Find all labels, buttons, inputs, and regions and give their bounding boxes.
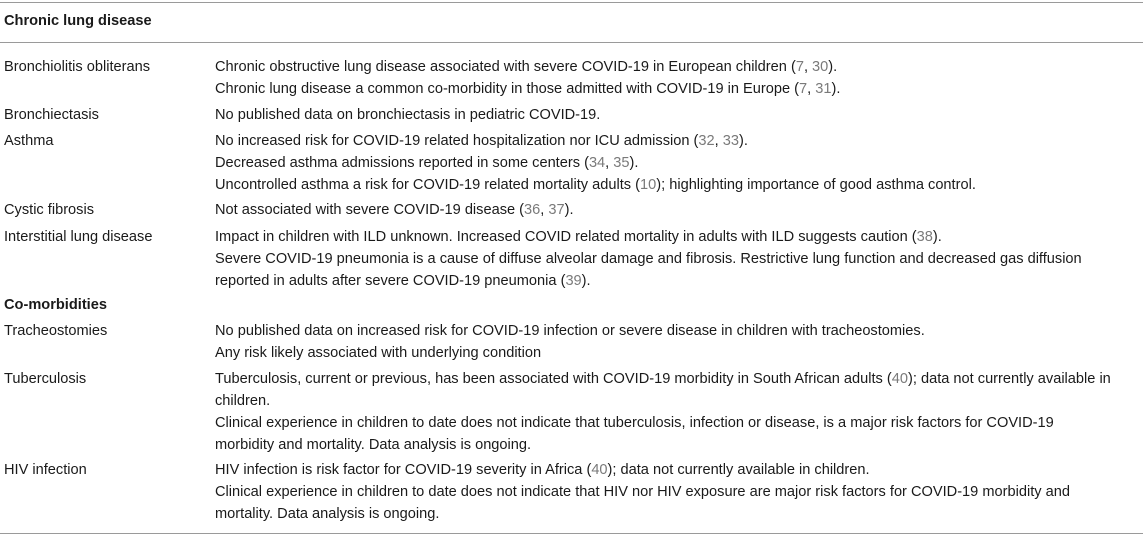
condition-cell: Cystic fibrosis [4, 202, 95, 218]
reference-link[interactable]: 40 [591, 462, 608, 478]
description-text: No published data on increased risk for COVID-19 infection or severe disease in children with tracheostomies. [215, 323, 925, 339]
description-line [215, 434, 1140, 456]
description-line [215, 412, 1140, 434]
description-text: Decreased asthma admissions reported in some centers ( [215, 155, 589, 171]
condition-cell: HIV infection [4, 462, 87, 478]
description-cell [215, 226, 1140, 292]
description-text: Clinical experience in children to date does not indicate that tuberculosis, infection or disease, is a major risk factors for COVID-19 [215, 415, 1054, 431]
description-text: , [803, 59, 813, 75]
description-cell [215, 459, 1140, 525]
condition-cell: Bronchiolitis obliterans [4, 59, 151, 75]
description-text: children. [215, 393, 271, 409]
reference-link[interactable]: 40 [891, 371, 908, 387]
description-text: ). [932, 229, 942, 245]
condition-cell: Tracheostomies [4, 323, 108, 339]
description-cell [215, 320, 1140, 364]
reference-link[interactable]: 30 [812, 59, 829, 75]
description-text: ); highlighting importance of good asthma control. [656, 177, 976, 193]
section-title-chronic-lung-disease: Chronic lung disease [4, 13, 152, 29]
section-title-co-morbidities: Co-morbidities [4, 297, 107, 313]
description-text: , [807, 81, 816, 97]
description-text: ). [739, 133, 748, 149]
table-header-rule [0, 42, 1143, 43]
description-text: ). [828, 59, 838, 75]
description-line [215, 56, 1140, 78]
reference-link[interactable]: 33 [722, 133, 739, 149]
reference-link[interactable]: 10 [640, 177, 657, 193]
description-line [215, 390, 1140, 412]
description-text: , [540, 202, 549, 218]
reference-link[interactable]: 7 [795, 59, 804, 75]
description-text: Any risk likely associated with underlying condition [215, 345, 542, 361]
condition-cell: Bronchiectasis [4, 107, 99, 123]
reference-link[interactable]: 34 [588, 155, 606, 171]
description-text: Tuberculosis, current or previous, has been associated with COVID-19 morbidity in South African adults ( [215, 371, 892, 387]
description-line [215, 174, 1140, 196]
table-bottom-rule [0, 533, 1143, 534]
description-text: , [714, 133, 723, 149]
description-text: ); data not currently available in children. [607, 462, 870, 478]
description-cell [215, 130, 1140, 196]
description-line [215, 481, 1140, 503]
description-cell [215, 368, 1140, 456]
description-line [215, 152, 1140, 174]
description-text: Chronic lung disease a common co-morbidity in those admitted with COVID-19 in Europe ( [215, 81, 800, 97]
description-text: ). [629, 155, 639, 171]
description-text: reported in adults after severe COVID-19 pneumonia ( [215, 273, 566, 289]
reference-link[interactable]: 38 [916, 229, 933, 245]
table-top-rule [0, 2, 1143, 3]
description-line [215, 503, 1140, 525]
reference-link[interactable]: 36 [524, 202, 541, 218]
description-line [215, 270, 1140, 292]
description-text: ). [831, 81, 841, 97]
description-text: Impact in children with ILD unknown. Increased COVID related mortality in adults with ILD suggests caution ( [215, 229, 917, 245]
reference-link[interactable]: 32 [698, 133, 715, 149]
condition-cell: Interstitial lung disease [4, 229, 153, 245]
description-text: Chronic obstructive lung disease associated with severe COVID-19 in European children ( [215, 59, 796, 75]
description-text: No published data on bronchiectasis in pediatric COVID-19. [215, 107, 601, 123]
description-text: No increased risk for COVID-19 related hospitalization nor ICU admission ( [215, 133, 699, 149]
description-line [215, 342, 1140, 364]
description-line [215, 199, 1140, 221]
description-text: Severe COVID-19 pneumonia is a cause of diffuse alveolar damage and fibrosis. Restrictive lung function and decreased gas diffusion [215, 251, 1082, 267]
description-text: ). [564, 202, 574, 218]
reference-link[interactable]: 37 [548, 202, 565, 218]
reference-link[interactable]: 31 [815, 81, 832, 97]
reference-link[interactable]: 35 [613, 155, 630, 171]
description-line [215, 248, 1140, 270]
description-cell [215, 56, 1140, 100]
description-line [215, 78, 1140, 100]
description-text: ); data not currently available in [908, 371, 1111, 387]
description-line [215, 130, 1140, 152]
description-text: Uncontrolled asthma a risk for COVID-19 related mortality adults ( [215, 177, 641, 193]
description-text: HIV infection is risk factor for COVID-19 severity in Africa ( [215, 462, 592, 478]
description-text: , [605, 155, 614, 171]
description-text: ). [581, 273, 591, 289]
description-line [215, 320, 1140, 342]
description-line [215, 459, 1140, 481]
description-line [215, 104, 1140, 126]
description-text: morbidity and mortality. Data analysis is ongoing. [215, 437, 532, 453]
description-text: mortality. Data analysis is ongoing. [215, 506, 440, 522]
condition-cell: Asthma [4, 133, 54, 149]
description-line [215, 226, 1140, 248]
description-text: Not associated with severe COVID-19 disease ( [215, 202, 525, 218]
description-cell [215, 199, 1140, 221]
condition-cell: Tuberculosis [4, 371, 87, 387]
description-text: Clinical experience in children to date does not indicate that HIV nor HIV exposure are major risk factors for COVID-19 morbidity and [215, 484, 1070, 500]
reference-link[interactable]: 7 [799, 81, 808, 97]
description-cell [215, 104, 1140, 126]
description-line [215, 368, 1140, 390]
reference-link[interactable]: 39 [565, 273, 582, 289]
